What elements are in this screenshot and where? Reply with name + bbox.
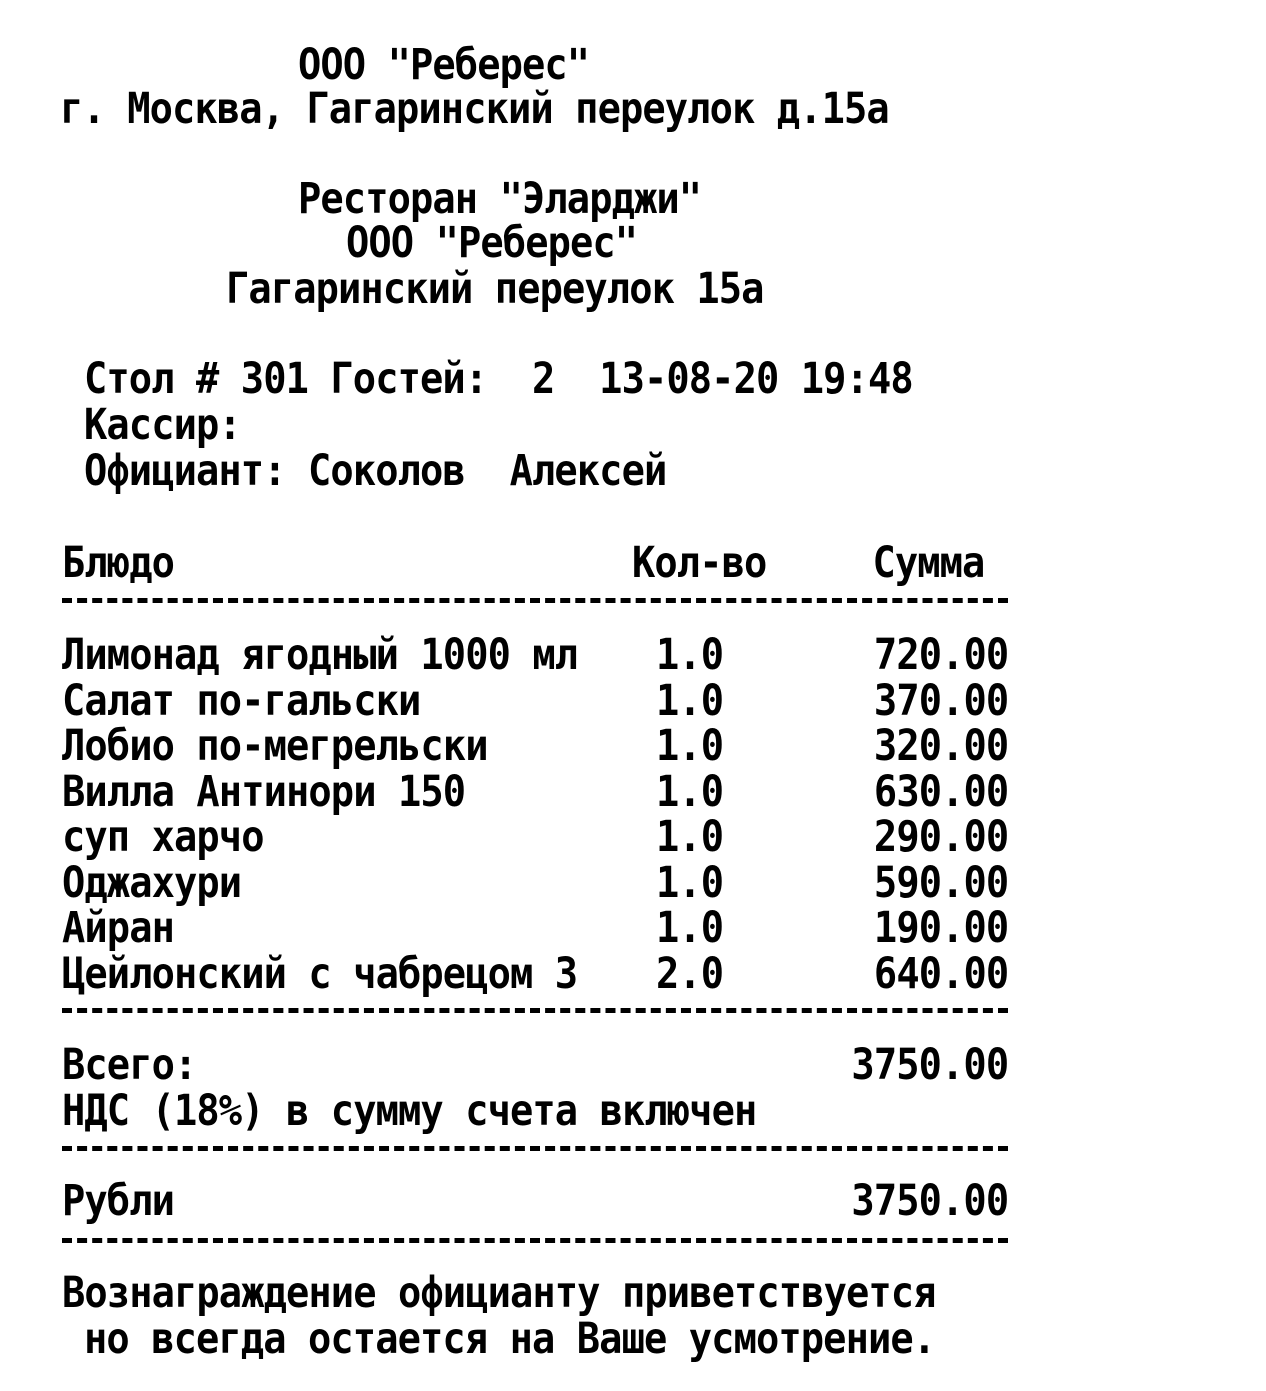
item-name: Вилла Антинори 150 [62, 766, 466, 817]
table-guests-datetime: Стол # 301 Гостей: 2 13-08-20 19:48 [84, 354, 913, 404]
item-qty: 1.0 [656, 675, 724, 726]
divider [62, 1146, 1008, 1151]
vat-note: НДС (18%) в сумму счета включен [62, 1086, 757, 1136]
restaurant-address: Гагаринский переулок 15а [226, 264, 764, 314]
item-row [0, 814, 1266, 860]
item-sum: 370.00 [873, 675, 1008, 726]
item-name: Цейлонский с чабрецом 3 [62, 948, 578, 999]
footer-line-2: но всегда остается на Ваше усмотрение. [84, 1314, 936, 1364]
cashier-line: Кассир: [84, 400, 241, 450]
footer-line-1: Вознаграждение официанту приветствуется [62, 1268, 936, 1318]
column-dish: Блюдо [62, 538, 175, 588]
item-name: Оджахури [62, 857, 242, 908]
company-address: г. Москва, Гагаринский переулок д.15а [60, 84, 889, 134]
item-row [0, 766, 1266, 817]
total-label: Всего: [62, 1040, 197, 1090]
item-qty: 1.0 [656, 812, 724, 862]
item-name: суп харчо [62, 812, 264, 862]
total-value: 3750.00 [851, 1040, 1008, 1090]
item-sum: 640.00 [873, 948, 1008, 999]
item-sum: 630.00 [873, 766, 1008, 817]
column-qty: Кол-во [632, 538, 767, 588]
item-qty: 1.0 [656, 766, 724, 817]
item-row [0, 948, 1266, 999]
item-sum: 290.00 [873, 812, 1008, 862]
waiter-line: Официант: Соколов Алексей [84, 446, 667, 496]
item-sum: 720.00 [873, 630, 1008, 680]
item-row [0, 857, 1266, 908]
divider [62, 1238, 1008, 1243]
item-sum: 320.00 [873, 721, 1008, 771]
column-sum: Сумма [871, 538, 984, 588]
divider [62, 1008, 1008, 1013]
rubles-value: 3750.00 [851, 1176, 1008, 1226]
item-name: Салат по-гальски [62, 675, 421, 726]
item-name: Лобио по-мегрельски [62, 721, 488, 771]
item-row [0, 723, 1266, 769]
item-name: Лимонад ягодный 1000 мл [62, 630, 578, 680]
restaurant-company: ООО "Реберес" [346, 218, 638, 268]
item-qty: 1.0 [656, 630, 724, 680]
item-qty: 1.0 [656, 721, 724, 771]
item-sum: 590.00 [873, 857, 1008, 908]
rubles-row [0, 1178, 1266, 1224]
item-qty: 1.0 [656, 903, 724, 953]
item-row [0, 632, 1266, 678]
divider [62, 598, 1008, 603]
company-name: ООО "Реберес" [298, 40, 590, 90]
rubles-label: Рубли [62, 1176, 175, 1226]
column-header-row [0, 540, 1266, 586]
item-qty: 1.0 [656, 857, 724, 908]
item-row [0, 675, 1266, 726]
item-name: Айран [62, 903, 175, 953]
total-row [0, 1042, 1266, 1088]
item-qty: 2.0 [656, 948, 724, 999]
item-row [0, 905, 1266, 951]
item-sum: 190.00 [873, 903, 1008, 953]
restaurant-name: Ресторан "Эларджи" [298, 174, 702, 224]
